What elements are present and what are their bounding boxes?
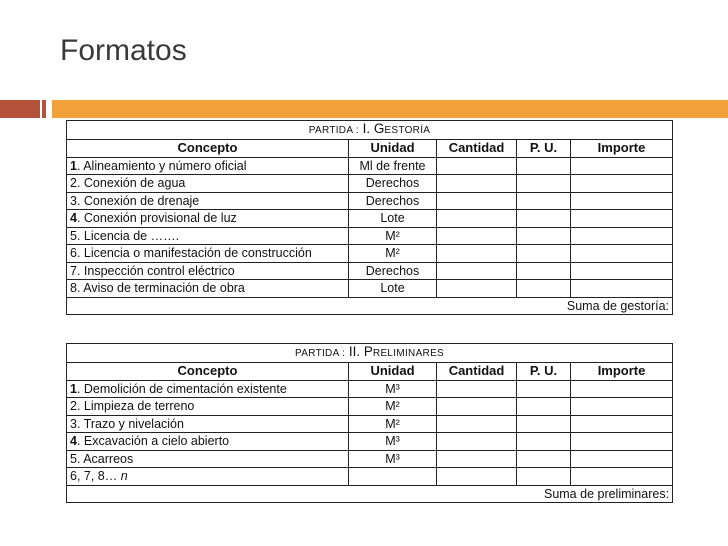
table-row	[67, 450, 673, 468]
importe-cell	[571, 433, 673, 451]
unidad-cell: Lote	[349, 210, 437, 228]
importe-cell	[571, 157, 673, 175]
cantidad-cell	[437, 398, 517, 416]
table-row	[67, 227, 673, 245]
header-importe: Importe	[571, 140, 673, 158]
importe-cell	[571, 468, 673, 486]
header-cantidad: Cantidad	[437, 140, 517, 158]
header-pu: P. U.	[517, 363, 571, 381]
unidad-cell: M³	[349, 450, 437, 468]
pu-cell	[517, 227, 571, 245]
concepto-cell: 6, 7, 8… n	[67, 468, 349, 486]
concepto-cell: 1. Demolición de cimentación existente	[67, 380, 349, 398]
concepto-cell: 5. Licencia de …….	[67, 227, 349, 245]
suma-row	[67, 297, 673, 315]
cantidad-cell	[437, 157, 517, 175]
concepto-cell: 2. Conexión de agua	[67, 175, 349, 193]
partida-header	[67, 344, 673, 363]
cantidad-cell	[437, 415, 517, 433]
gestoria-table	[66, 120, 673, 315]
column-headers	[67, 140, 673, 158]
importe-cell	[571, 227, 673, 245]
concepto-cell: 6. Licencia o manifestación de construcción	[67, 245, 349, 263]
table-row	[67, 280, 673, 298]
unidad-cell	[349, 468, 437, 486]
unidad-cell: Lote	[349, 280, 437, 298]
table-row	[67, 245, 673, 263]
partida-label: PARTIDA :	[308, 125, 359, 136]
importe-cell	[571, 245, 673, 263]
table-row	[67, 175, 673, 193]
unidad-cell: M²	[349, 245, 437, 263]
pu-cell	[517, 175, 571, 193]
cantidad-cell	[437, 468, 517, 486]
table-row	[67, 210, 673, 228]
pu-cell	[517, 210, 571, 228]
suma-gestoria: Suma de gestoría:	[67, 297, 673, 315]
header-cantidad: Cantidad	[437, 363, 517, 381]
accent-bar	[52, 100, 728, 118]
importe-cell	[571, 380, 673, 398]
pu-cell	[517, 398, 571, 416]
header-unidad: Unidad	[349, 140, 437, 158]
table-row	[67, 262, 673, 280]
suma-row	[67, 485, 673, 503]
header-importe: Importe	[571, 363, 673, 381]
preliminares-table	[66, 343, 673, 503]
unidad-cell: Ml de frente	[349, 157, 437, 175]
importe-cell	[571, 210, 673, 228]
table-row	[67, 468, 673, 486]
pu-cell	[517, 192, 571, 210]
pu-cell	[517, 468, 571, 486]
cantidad-cell	[437, 262, 517, 280]
concepto-cell: 4. Excavación a cielo abierto	[67, 433, 349, 451]
unidad-cell: M²	[349, 227, 437, 245]
table-row	[67, 398, 673, 416]
unidad-cell: M²	[349, 398, 437, 416]
cantidad-cell	[437, 227, 517, 245]
pu-cell	[517, 157, 571, 175]
concepto-cell: 1. Alineamiento y número oficial	[67, 157, 349, 175]
accent-bar-left	[0, 100, 40, 118]
partida-header	[67, 121, 673, 140]
header-concepto: Concepto	[67, 363, 349, 381]
pu-cell	[517, 262, 571, 280]
partida-name: RELIMINARES	[372, 348, 445, 359]
importe-cell	[571, 280, 673, 298]
table-row	[67, 157, 673, 175]
suma-preliminares: Suma de preliminares:	[67, 485, 673, 503]
cantidad-cell	[437, 450, 517, 468]
cantidad-cell	[437, 192, 517, 210]
pu-cell	[517, 245, 571, 263]
cantidad-cell	[437, 210, 517, 228]
importe-cell	[571, 398, 673, 416]
importe-cell	[571, 415, 673, 433]
accent-bar-divider	[42, 100, 46, 118]
concepto-cell: 8. Aviso de terminación de obra	[67, 280, 349, 298]
partida-name: ESTORÍA	[384, 125, 431, 136]
concepto-cell: 5. Acarreos	[67, 450, 349, 468]
table-row	[67, 380, 673, 398]
partida-label: PARTIDA :	[295, 348, 346, 359]
importe-cell	[571, 175, 673, 193]
header-pu: P. U.	[517, 140, 571, 158]
pu-cell	[517, 415, 571, 433]
unidad-cell: Derechos	[349, 192, 437, 210]
unidad-cell: Derechos	[349, 262, 437, 280]
column-headers	[67, 363, 673, 381]
partida-number: I. G	[358, 121, 385, 136]
importe-cell	[571, 192, 673, 210]
unidad-cell: M²	[349, 415, 437, 433]
pu-cell	[517, 433, 571, 451]
table-row	[67, 433, 673, 451]
cantidad-cell	[437, 280, 517, 298]
pu-cell	[517, 380, 571, 398]
concepto-cell: 4. Conexión provisional de luz	[67, 210, 349, 228]
header-unidad: Unidad	[349, 363, 437, 381]
partida-number: II. P	[345, 344, 373, 359]
header-concepto: Concepto	[67, 140, 349, 158]
pu-cell	[517, 450, 571, 468]
table-row	[67, 192, 673, 210]
cantidad-cell	[437, 433, 517, 451]
unidad-cell: M³	[349, 433, 437, 451]
table-row	[67, 415, 673, 433]
cantidad-cell	[437, 245, 517, 263]
concepto-cell: 2. Limpieza de terreno	[67, 398, 349, 416]
concepto-cell: 7. Inspección control eléctrico	[67, 262, 349, 280]
unidad-cell: M³	[349, 380, 437, 398]
importe-cell	[571, 450, 673, 468]
cantidad-cell	[437, 380, 517, 398]
unidad-cell: Derechos	[349, 175, 437, 193]
concepto-cell: 3. Trazo y nivelación	[67, 415, 349, 433]
pu-cell	[517, 280, 571, 298]
cantidad-cell	[437, 175, 517, 193]
concepto-cell: 3. Conexión de drenaje	[67, 192, 349, 210]
slide-title: Formatos	[60, 34, 187, 67]
importe-cell	[571, 262, 673, 280]
